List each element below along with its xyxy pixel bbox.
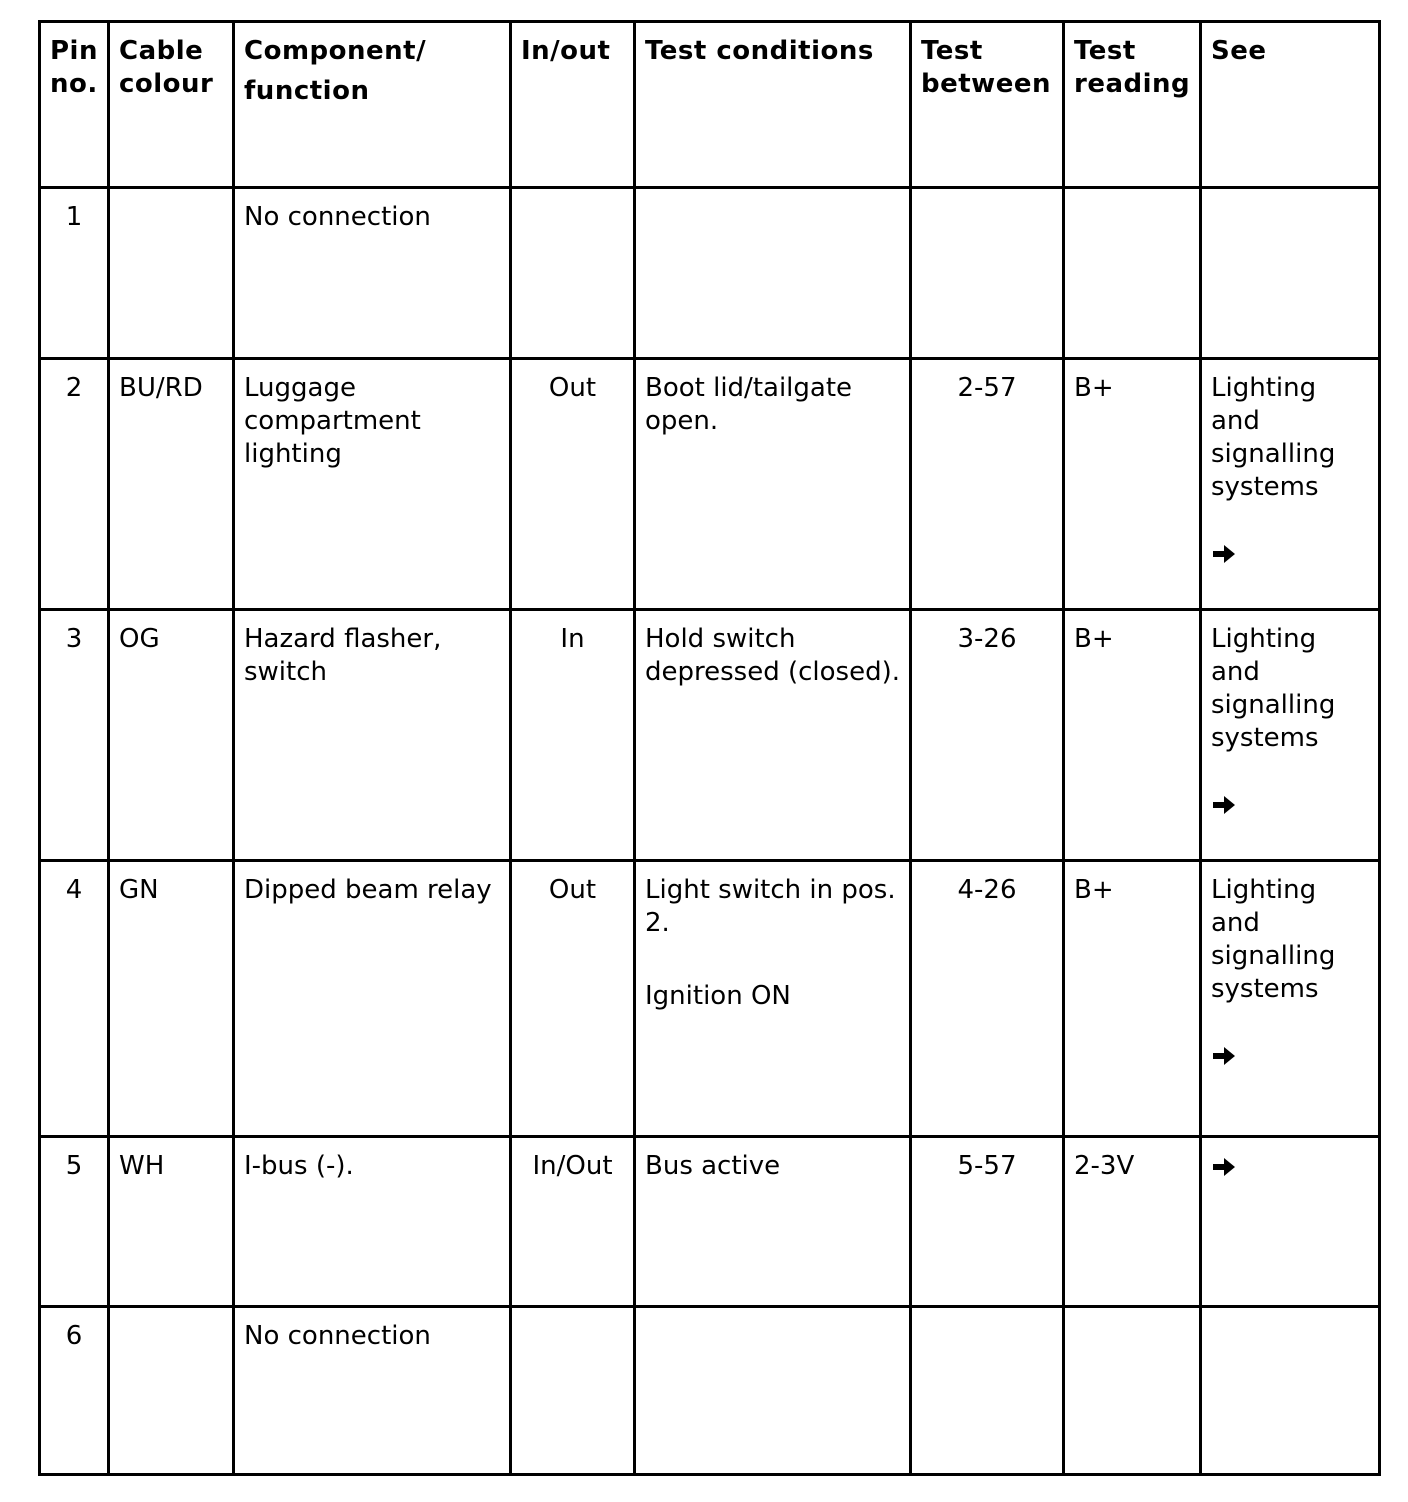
- cell-test-reading: B+: [1064, 861, 1201, 1137]
- cell-test-conditions: [635, 1307, 911, 1475]
- cell-pin: 3: [40, 610, 109, 861]
- cell-pin: 5: [40, 1137, 109, 1307]
- see-reference-text: Lighting and signalling systems: [1211, 373, 1336, 502]
- right-arrow-icon: [1211, 794, 1237, 816]
- cell-cable-colour: GN: [109, 861, 234, 1137]
- cell-cable-colour: [109, 188, 234, 359]
- cell-see: [1201, 610, 1380, 861]
- see-reference-link[interactable]: [1211, 788, 1369, 821]
- cell-component: Dipped beam relay: [234, 861, 511, 1137]
- cell-see: [1201, 359, 1380, 610]
- cell-see: [1201, 1137, 1380, 1307]
- cell-test-conditions: [635, 188, 911, 359]
- test-condition-text: Hold switch depressed (closed).: [645, 624, 900, 687]
- cell-test-reading: B+: [1064, 359, 1201, 610]
- cell-pin: 4: [40, 861, 109, 1137]
- table-row: [40, 1137, 1380, 1307]
- cell-inout: [511, 1307, 635, 1475]
- header-cable-colour: Cable colour: [109, 22, 234, 188]
- cell-test-reading: [1064, 1307, 1201, 1475]
- cell-test-reading: B+: [1064, 610, 1201, 861]
- cell-component: I-bus (-).: [234, 1137, 511, 1307]
- header-see: See: [1201, 22, 1380, 188]
- header-test-reading: Test reading: [1064, 22, 1201, 188]
- table-row: [40, 610, 1380, 861]
- cell-component: No connection: [234, 1307, 511, 1475]
- cell-see: [1201, 861, 1380, 1137]
- cell-inout: Out: [511, 359, 635, 610]
- cell-test-conditions: [635, 861, 911, 1137]
- cell-cable-colour: OG: [109, 610, 234, 861]
- test-condition-text: Bus active: [645, 1151, 781, 1181]
- see-reference-link[interactable]: [1211, 1039, 1369, 1072]
- cell-pin: 6: [40, 1307, 109, 1475]
- cell-test-between: 2-57: [911, 359, 1064, 610]
- cell-test-between: [911, 188, 1064, 359]
- cell-pin: 2: [40, 359, 109, 610]
- cell-inout: Out: [511, 861, 635, 1137]
- cell-test-between: 5-57: [911, 1137, 1064, 1307]
- header-pin: Pin no.: [40, 22, 109, 188]
- cell-test-reading: 2-3V: [1064, 1137, 1201, 1307]
- cell-inout: In/Out: [511, 1137, 635, 1307]
- cell-component: Luggage compartment lighting: [234, 359, 511, 610]
- test-condition-text: Ignition ON: [645, 981, 791, 1011]
- cell-see: [1201, 1307, 1380, 1475]
- table-row: [40, 359, 1380, 610]
- cell-component: No connection: [234, 188, 511, 359]
- header-test-between: Test between: [911, 22, 1064, 188]
- table-row: [40, 188, 1380, 359]
- cell-see: [1201, 188, 1380, 359]
- cell-pin: 1: [40, 188, 109, 359]
- see-reference-link[interactable]: [1211, 1151, 1237, 1181]
- header-component: Component/ function: [234, 22, 511, 188]
- cell-test-conditions: [635, 359, 911, 610]
- cell-test-conditions: [635, 1137, 911, 1307]
- test-condition-text: Light switch in pos. 2.: [645, 875, 896, 938]
- table-row: [40, 1307, 1380, 1475]
- header-test-conditions: Test conditions: [635, 22, 911, 188]
- cell-cable-colour: BU/RD: [109, 359, 234, 610]
- right-arrow-icon: [1211, 1045, 1237, 1067]
- cell-test-between: 4-26: [911, 861, 1064, 1137]
- cell-inout: [511, 188, 635, 359]
- pin-assignment-table: [38, 20, 1381, 1476]
- cell-test-reading: [1064, 188, 1201, 359]
- right-arrow-icon: [1211, 1156, 1237, 1178]
- see-reference-text: Lighting and signalling systems: [1211, 875, 1336, 1004]
- cell-cable-colour: [109, 1307, 234, 1475]
- cell-inout: In: [511, 610, 635, 861]
- cell-component: Hazard flasher, switch: [234, 610, 511, 861]
- cell-test-conditions: [635, 610, 911, 861]
- table-row: [40, 861, 1380, 1137]
- see-reference-text: Lighting and signalling systems: [1211, 624, 1336, 753]
- header-inout: In/out: [511, 22, 635, 188]
- right-arrow-icon: [1211, 543, 1237, 565]
- test-condition-text: Boot lid/tailgate open.: [645, 373, 853, 436]
- cell-test-between: [911, 1307, 1064, 1475]
- cell-test-between: 3-26: [911, 610, 1064, 861]
- cell-cable-colour: WH: [109, 1137, 234, 1307]
- see-reference-link[interactable]: [1211, 537, 1369, 570]
- header-row: [40, 22, 1380, 188]
